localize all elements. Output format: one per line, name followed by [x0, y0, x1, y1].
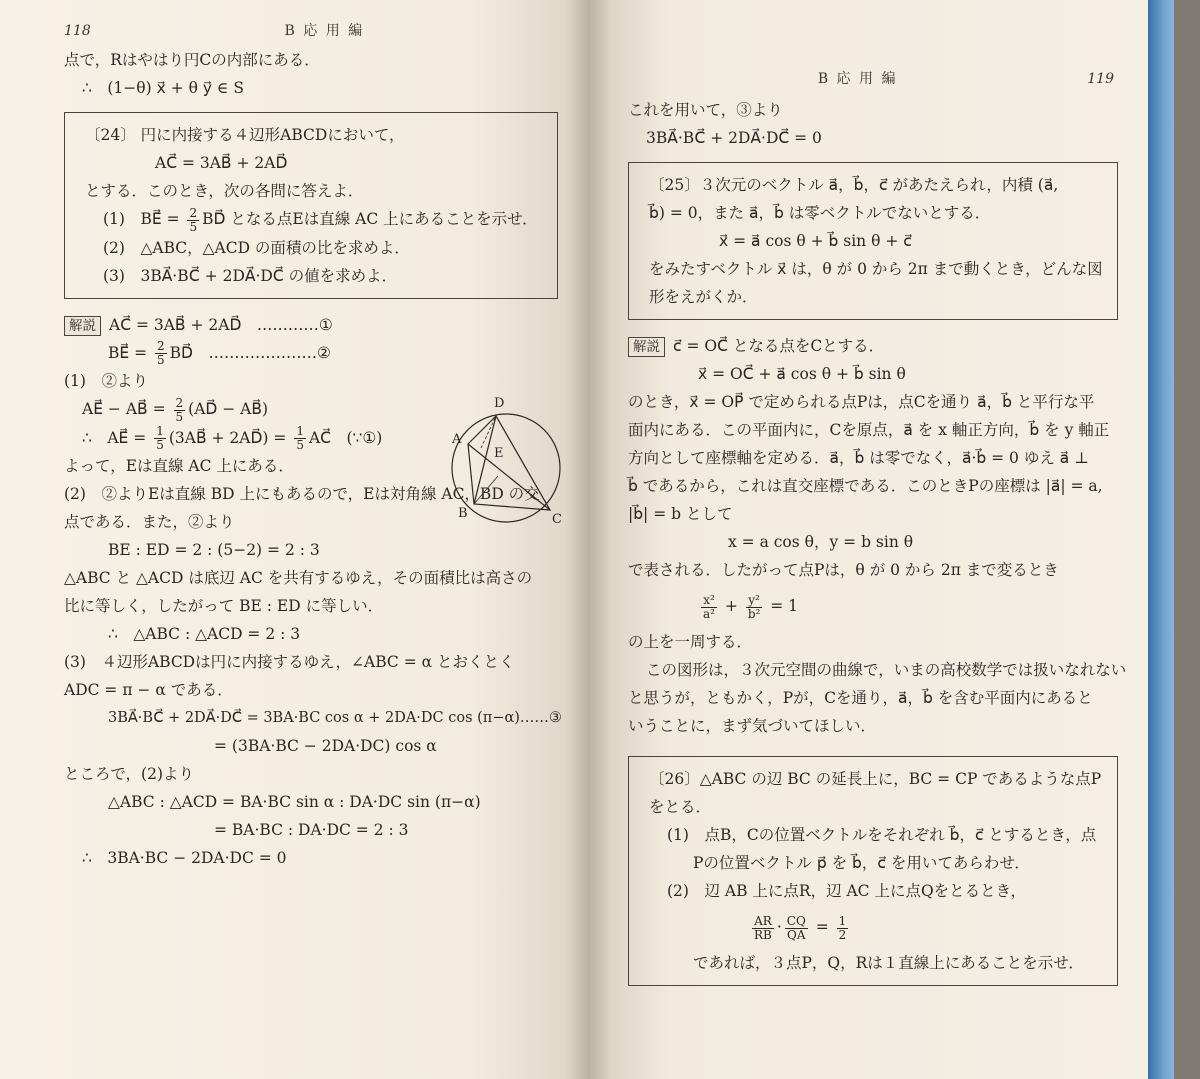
problem-26-tag: 〔26〕: [649, 770, 700, 788]
label-e: E: [494, 446, 504, 461]
problem-25-tag: 〔25〕: [649, 176, 700, 194]
problem-26-l3: (1) 点B，Cの位置ベクトルをそれぞれ b⃗，c⃗ とするとき，点: [667, 826, 1097, 844]
eq2-frac-den: 5: [157, 353, 165, 367]
p1eq2-den2: 5: [296, 438, 304, 452]
p1eq1-num: 2: [175, 395, 184, 410]
intro-line-2: ∴ (1−θ) x⃗ + θ y⃗ ∈ S: [82, 79, 244, 97]
q1-frac-num: 2: [189, 205, 198, 220]
problem-24-stem: 円に内接する４辺形ABCDにおいて，: [140, 126, 405, 144]
solution-24-eq1: [64, 311, 558, 339]
label-d: D: [494, 396, 505, 411]
solution-25-tag: 解説: [628, 337, 665, 357]
p1eq2-den1: 5: [156, 438, 164, 452]
altitude-d: [481, 416, 496, 448]
label-a: A: [452, 432, 462, 447]
problem-25-box: [628, 162, 1118, 320]
part2-line-5: 比に等しく，したがって BE : ED に等しい．: [64, 597, 384, 615]
ratio-cq: CQ: [786, 913, 806, 928]
p1eq2-num1: 1: [156, 424, 164, 438]
problem-26-l1: △ABC の辺 BC の延長上に，BC = CP であるような点P: [699, 770, 1102, 788]
ellipse-plus: +: [719, 597, 743, 615]
problem-25-l2: b⃗) = 0，また a⃗，b⃗ は零ベクトルでないとする．: [649, 204, 991, 222]
eq2-lhs: BE⃗ =: [108, 343, 153, 362]
problem-26-l4: Pの位置ベクトル p⃗ を b⃗，c⃗ を用いてあらわせ．: [693, 854, 1030, 872]
ellipse-equation: [628, 584, 1138, 628]
problem-26-l5: (2) 辺 AB 上に点R，辺 AC 上に点Qをとるとき，: [667, 882, 1027, 900]
sol-eq1-text: AC⃗ = 3AB⃗ + 2AD⃗ …………①: [109, 315, 333, 334]
problem-24-q2: (2) △ABC，△ACD の面積の比を求めよ．: [103, 238, 410, 257]
ratio-ar: AR: [752, 915, 774, 929]
part3-line-1: (3) ４辺形ABCDは円に内接するゆえ，∠ABC = α とおくとく: [64, 653, 515, 671]
p3l3-mark: ……③: [519, 710, 562, 726]
right-running-header: [628, 68, 1114, 88]
p1eq2-num2: 1: [296, 424, 304, 438]
solution-25-l3: のとき，x⃗ = OP⃗ で定められる点Pは，点Cを通り a⃗，b⃗ と平行な平: [628, 393, 1095, 411]
eq2-rhs: BD⃗ …………………②: [169, 343, 331, 362]
q1-frac-den: 5: [189, 219, 198, 234]
ratio-ar-rb: [752, 915, 774, 942]
ratio-one: 1: [838, 913, 847, 928]
p1eq1-rhs: (AD⃗ − AB⃗): [188, 400, 269, 418]
ellipse-y2: y²: [746, 594, 763, 608]
solution-25-l13: と思うが，ともかく，Pが，Cを通り，a⃗，b⃗ を含む平面内にあると: [628, 689, 1093, 707]
part3-line-5: ところで，(2)より: [64, 765, 194, 783]
problem-25-l4: をみたすベクトル x⃗ は，θ が 0 から 2π まで動くとき，どんな図: [649, 260, 1103, 278]
solution-25-l6: b⃗ であるから，これは直交座標である．このときPの座標は |a⃗| = a,: [628, 477, 1103, 495]
solution-25-l14: いうことに，まず気づいてほしい．: [628, 717, 877, 735]
solution-25-l8: x = a cos θ，y = b sin θ: [728, 533, 914, 551]
p1eq2-rhs: AC⃗ (∵①): [308, 428, 383, 447]
part3-line-3: [64, 704, 562, 732]
part1-head: (1) ②より: [64, 372, 148, 390]
solution-25-l2: x⃗ = OC⃗ + a⃗ cos θ + b⃗ sin θ: [698, 365, 906, 383]
q1-lhs: (1) BE⃗ =: [103, 210, 185, 228]
part2-line-3: BE : ED = 2 : (5−2) = 2 : 3: [108, 541, 320, 559]
p1eq2-mid: (3AB⃗ + 2AD⃗) =: [168, 428, 292, 447]
ratio-cq-qa: [785, 915, 808, 942]
part3-line-8: ∴ 3BA·BC − 2DA·DC = 0: [82, 849, 287, 867]
eq2-fraction: [155, 340, 167, 367]
left-running-head: B 応 用 編: [284, 23, 365, 39]
right-top-line-1: これを用いて，③より: [628, 101, 783, 119]
solution-24-eq2: [64, 339, 558, 368]
ratio-half: [837, 915, 849, 942]
part3-line-4: = (3BA·BC − 2DA·DC) cos α: [214, 737, 437, 755]
problem-24-q1: [85, 205, 541, 234]
part1-conclusion: よって，Eは直線 AC 上にある．: [64, 457, 294, 475]
cyclic-quadrilateral-figure: [438, 396, 568, 530]
left-running-header: [64, 20, 558, 40]
label-c: C: [552, 512, 562, 527]
problem-25-l1: ３次元のベクトル a⃗，b⃗，c⃗ があたえられ，内積 (a⃗,: [699, 176, 1059, 194]
right-page-number: 119: [1087, 71, 1114, 87]
problem-24-box: [64, 112, 558, 299]
p1eq2-fraction-2: [294, 425, 306, 452]
ellipse-b2: b²: [747, 606, 761, 621]
left-page-number: 118: [64, 23, 91, 39]
ratio-qa: QA: [787, 927, 806, 942]
right-top-line-2: 3BA⃗·BC⃗ + 2DA⃗·DC⃗ = 0: [646, 129, 822, 147]
ratio-two: 2: [838, 927, 847, 942]
eq2-frac-num: 2: [157, 339, 165, 353]
p1eq1-lhs: AE⃗ − AB⃗ =: [82, 400, 171, 418]
q1-tail: BD⃗ となる点Eは直線 AC 上にあることを示せ．: [202, 210, 538, 228]
p1eq1-fraction: [174, 397, 186, 424]
ratio-rb: RB: [754, 927, 772, 942]
ellipse-x2: x²: [701, 594, 717, 608]
ellipse-rhs: = 1: [765, 597, 799, 615]
solution-25-l12: この図形は，３次元空間の曲線で，いまの高校数学では扱いなれない: [646, 661, 1127, 679]
part3-line-7: = BA·BC : DA·DC = 2 : 3: [214, 821, 409, 839]
solution-25-l11: の上を一周する．: [628, 633, 753, 651]
circumcircle: [452, 414, 560, 522]
part3-line-2: ADC = π − α である．: [64, 681, 233, 699]
p3l3-text: 3BA⃗·BC⃗ + 2DA⃗·DC⃗ = 3BA·BC cos α + 2DA·DC cos (π−α): [108, 710, 520, 726]
solution-25-l4: 面内にある．この平面内に，Cを原点，a⃗ を x 軸正方向，b⃗ を y 軸正: [628, 421, 1110, 439]
quadrilateral: [468, 416, 550, 510]
blue-background-edge: [1148, 0, 1174, 1079]
solution-25-l7: |b⃗| = b として: [628, 505, 733, 523]
problem-25-l5: 形をえがくか．: [649, 288, 758, 306]
label-b: B: [458, 506, 468, 521]
part2-line-1: (2) ②よりEは直線 BD 上にもあるので，Eは対角線 AC，BD の交: [64, 485, 540, 503]
problem-25-l3: x⃗ = a⃗ cos θ + b⃗ sin θ + c⃗: [719, 232, 912, 250]
ellipse-frac-x: [701, 594, 717, 621]
problem-24-q3: (3) 3BA⃗·BC⃗ + 2DA⃗·DC⃗ の値を求めよ．: [103, 266, 398, 285]
solution-25-l9: で表される．したがって点Pは，θ が 0 から 2π まで変るとき: [628, 561, 1059, 579]
problem-24-equation: AC⃗ = 3AB⃗ + 2AD⃗: [155, 154, 288, 172]
right-page: [588, 0, 1174, 1079]
problem-26-box: [628, 756, 1118, 986]
ellipse-frac-y: [746, 594, 763, 621]
problem-24-tag: 〔24〕: [85, 126, 136, 144]
problem-24-lead: とする．このとき，次の各問に答えよ．: [85, 182, 364, 200]
problem-26-ratio-equation: $\frac{AR}{RB}$ · $\frac{CQ}{QA}$ = $\frac{1}{2}$: [754, 913, 847, 942]
part2-line-4: △ABC と △ACD は底辺 AC を共有するゆえ，その面積比は高さの: [64, 569, 533, 587]
solution-25-l5: 方向として座標軸を定める．a⃗，b⃗ は零でなく，a⃗·b⃗ = 0 ゆえ a⃗ ⊥: [628, 449, 1089, 467]
problem-26-l7: であれば，３点P，Q，Rは１直線上にあることを示せ．: [693, 954, 1084, 972]
p1eq2-lhs: ∴ AE⃗ =: [82, 428, 152, 447]
q1-fraction: [187, 207, 199, 234]
problem-26-l2: をとる．: [649, 798, 712, 816]
part2-line-6: ∴ △ABC : △ACD = 2 : 3: [108, 625, 301, 643]
right-running-head: B 応 用 編: [817, 71, 898, 87]
solution-24-tag: 解説: [64, 316, 101, 336]
intro-line-1: 点で，Rはやはり円Cの内部にある．: [64, 51, 320, 69]
part2-line-2: 点である．また，②より: [64, 513, 235, 531]
solution-25-l1: [628, 332, 1138, 360]
ellipse-a2: a²: [703, 606, 715, 621]
p1eq2-fraction-1: [154, 425, 166, 452]
left-page: [0, 0, 588, 1079]
sol25-l1-text: c⃗ = OC⃗ となる点をCとする．: [673, 337, 885, 355]
p1eq1-den: 5: [175, 409, 184, 424]
part3-line-6: △ABC : △ACD = BA·BC sin α : DA·DC sin (π−α): [108, 793, 481, 811]
